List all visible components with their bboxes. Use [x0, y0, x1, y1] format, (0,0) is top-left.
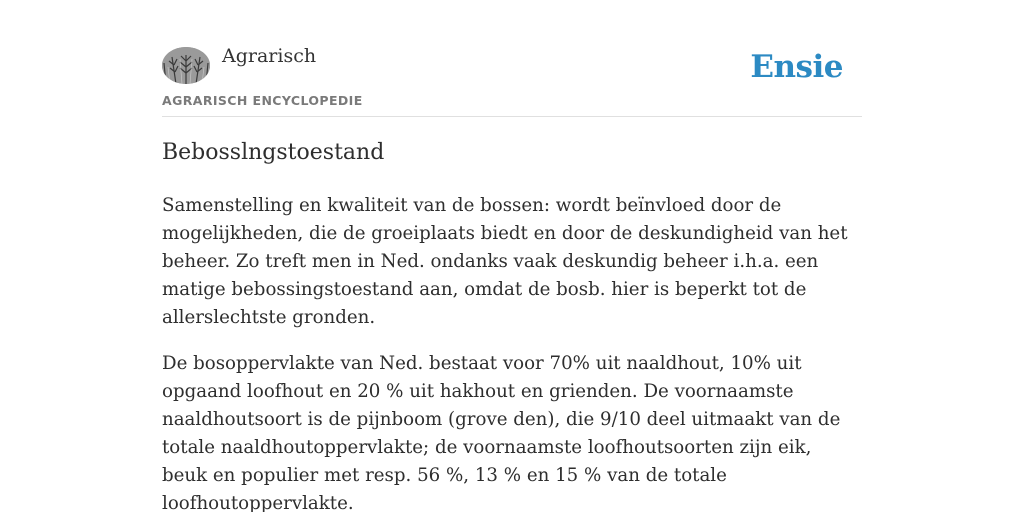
paragraph: Samenstelling en kwaliteit van de bossen: wordt beïnvloed door de mogelijkheden, die de groeiplaats biedt en door de deskundigheid van het beheer. Zo treft men in Ned. ondanks vaak deskundig beheer i.h.a. een matige bebossingstoestand aan, omdat de bosb. hier is beperkt tot de allerslechtste gronden.	[162, 195, 848, 328]
wheat-icon[interactable]	[162, 47, 210, 84]
header	[162, 44, 862, 117]
paragraph: De bosoppervlakte van Ned. bestaat voor 70% uit naaldhout, 10% uit opgaand loofhout en 20 % uit hakhout en grienden. De voornaamste naaldhoutsoort is de pijnboom (grove den), die 9/10 deel uitmaakt van de totale naaldhoutoppervlakte; de voornaamste loofhoutsoorten zijn eik, beuk en populier met resp. 56 %, 13 % en 15 % van de totale loofhoutoppervlakte.	[162, 353, 841, 512]
source-name[interactable]: Agrarisch	[222, 45, 317, 67]
brand-logo[interactable]: Ensie	[750, 49, 843, 85]
article-body	[162, 192, 862, 512]
article-title: Bebosslngstoestand	[162, 140, 385, 165]
encyclopedia-subtitle: AGRARISCH ENCYCLOPEDIE	[162, 93, 363, 108]
